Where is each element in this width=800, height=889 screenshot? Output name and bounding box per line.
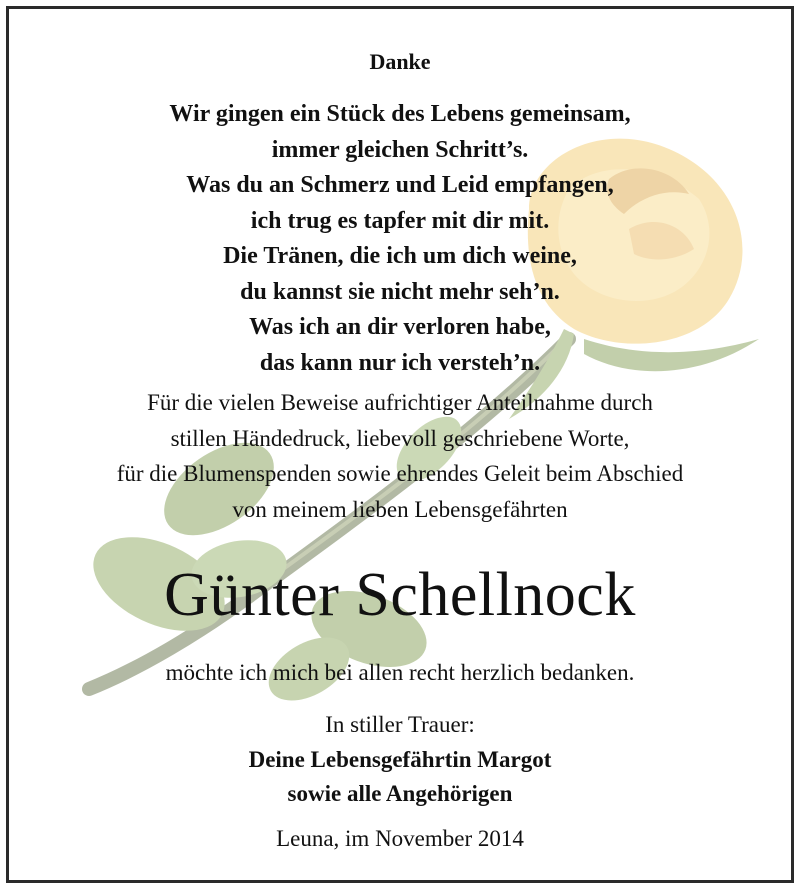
- poem-line: immer gleichen Schritt’s.: [271, 136, 529, 163]
- closing-line: möchte ich mich bei allen recht herzlich bedanken.: [165, 660, 635, 685]
- signer-line: sowie alle Angehörigen: [287, 781, 513, 806]
- obituary-notice: [6, 6, 794, 883]
- signers: [9, 743, 791, 811]
- poem-line: Was ich an dir verloren habe,: [249, 314, 551, 340]
- place-date: Leuna, im November 2014: [276, 826, 524, 851]
- poem: [9, 97, 791, 381]
- thanks-line: für die Blumenspenden sowie ehrendes Geleit beim Abschied: [116, 461, 684, 486]
- poem-line: Was du an Schmerz und Leid empfangen,: [186, 172, 614, 198]
- thanks-line: von meinem lieben Lebensgefährten: [232, 496, 568, 522]
- thanks-line: stillen Händedruck, liebevoll geschriebene Worte,: [170, 425, 630, 451]
- poem-line: Die Tränen, die ich um dich weine,: [223, 243, 577, 269]
- poem-line: du kannst sie nicht mehr seh’n.: [240, 278, 560, 305]
- deceased-name: Günter Schellnock: [164, 561, 636, 629]
- thanks-line: Für die vielen Beweise aufrichtiger Anteilnahme durch: [147, 390, 653, 415]
- poem-line: das kann nur ich versteh’n.: [259, 349, 541, 376]
- notice-heading: Danke: [369, 49, 431, 74]
- signer-line: Deine Lebensgefährtin Margot: [248, 747, 552, 772]
- poem-line: Wir gingen ein Stück des Lebens gemeinsam,: [169, 101, 631, 127]
- thanks-paragraph: [9, 385, 791, 527]
- mourning-line: In stiller Trauer:: [325, 712, 475, 737]
- poem-line: ich trug es tapfer mit dir mit.: [250, 207, 550, 234]
